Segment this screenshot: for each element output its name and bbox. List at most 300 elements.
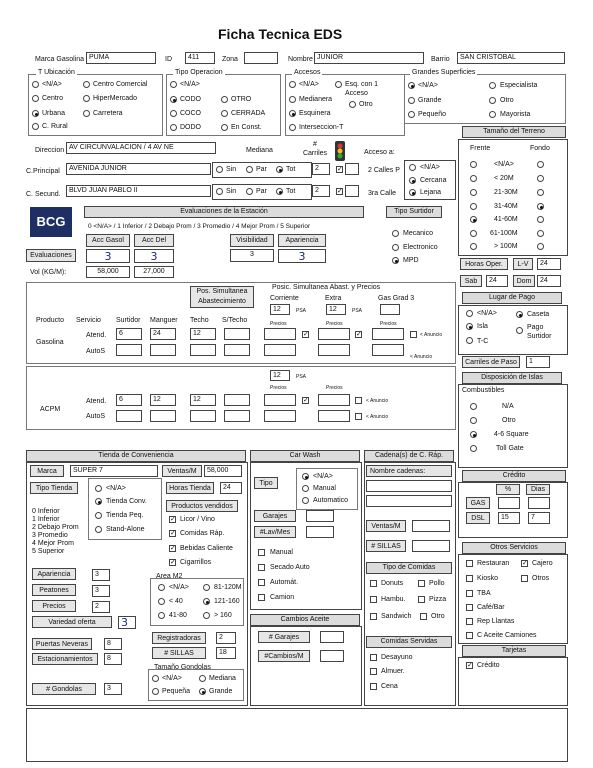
gas-grad-price-field[interactable] xyxy=(372,328,404,340)
acpm-anuncio-check[interactable]: ✓ xyxy=(303,397,309,404)
accesos-interseccion-label: Interseccion-T xyxy=(299,124,344,131)
cadena-ventas-button[interactable]: Ventas/M xyxy=(366,520,406,532)
tipo-op-codo-label: CODO xyxy=(180,96,201,103)
llantas-check[interactable] xyxy=(466,618,473,625)
tienda-standalone-radio[interactable] xyxy=(95,526,102,533)
gas-autos-stecho-field[interactable] xyxy=(224,344,250,356)
gas-corr-price-field[interactable] xyxy=(264,328,296,340)
gs-grande-radio[interactable] xyxy=(408,97,415,104)
dom-button[interactable]: Dom xyxy=(513,275,535,287)
gas-surtidor-field[interactable]: 6 xyxy=(116,328,142,340)
car-wash-tipo-button[interactable]: Tipo xyxy=(254,477,278,489)
pago-na-label: <N/A> xyxy=(477,310,497,317)
fondo-100-radio[interactable] xyxy=(537,230,544,237)
productos-vendidos-button[interactable]: Productos vendidos xyxy=(166,500,238,512)
credito-card-check[interactable]: ✓ xyxy=(467,662,473,669)
direccion-label: Direccion xyxy=(35,147,65,154)
acceso-na-radio[interactable] xyxy=(409,164,416,171)
frente-100-radio[interactable] xyxy=(470,230,477,237)
tamano-terreno-panel xyxy=(458,139,568,256)
tipo-op-otro-radio[interactable] xyxy=(221,96,228,103)
credito-dias-button[interactable]: Dias xyxy=(526,484,550,495)
gs-mayorista-radio[interactable] xyxy=(489,111,496,118)
disposicion-panel xyxy=(458,384,568,468)
frente-30-radio[interactable] xyxy=(470,189,477,196)
cafe-check[interactable] xyxy=(466,604,473,611)
area-40-radio[interactable] xyxy=(158,598,165,605)
garajes-button[interactable]: Garajes xyxy=(254,510,296,522)
traffic-light-icon xyxy=(333,140,347,164)
licor-label: Licor / Vino xyxy=(180,516,215,523)
gond-pequena-radio[interactable] xyxy=(152,688,159,695)
accesos-medianera-radio[interactable] xyxy=(289,96,296,103)
islas-tollgate-label: Toll Gate xyxy=(496,445,524,452)
area-81-radio[interactable] xyxy=(203,584,210,591)
gas-corr-anuncio-check[interactable]: ✓ xyxy=(303,331,309,338)
tienda-scale-4: 4 Mejor Prom xyxy=(32,540,75,547)
peatones-button[interactable]: Peatones xyxy=(32,584,76,596)
cadena-nombre-1-field[interactable] xyxy=(366,480,452,492)
acceso-cercana-radio[interactable] xyxy=(409,177,416,184)
calle-principal-field[interactable]: AVENIDA JUNIOR xyxy=(66,163,211,175)
mediana-label: Mediana xyxy=(246,147,273,154)
lv-field[interactable]: 24 xyxy=(537,258,561,270)
tienda-marca-button[interactable]: Marca xyxy=(30,465,64,477)
credito-dsl-button[interactable]: DSL xyxy=(466,512,490,524)
gas-extra-price-field[interactable] xyxy=(318,328,350,340)
otros-label: Otros xyxy=(532,575,550,582)
acpm-autos-manguer-field[interactable] xyxy=(150,410,176,422)
cena-check[interactable] xyxy=(370,683,377,690)
ubicacion-rural-radio[interactable] xyxy=(32,123,39,130)
tienda-conv-label: Tienda Conv. xyxy=(106,498,147,505)
area-label: Area M2 xyxy=(156,573,183,580)
pollo-check[interactable] xyxy=(418,580,425,587)
cadena-sillas-button[interactable]: # SILLAS xyxy=(366,540,406,552)
cp-2calles-check[interactable]: ✓ xyxy=(337,166,343,173)
carriles-paso-field[interactable]: 1 xyxy=(526,356,550,368)
registradoras-field[interactable]: 2 xyxy=(216,632,236,644)
precios-label-3: Precios xyxy=(380,321,397,327)
gondolas-field[interactable]: 3 xyxy=(104,683,122,695)
apariencia-tienda-field[interactable]: 3 xyxy=(92,569,110,581)
cambios-garajes-button[interactable]: # Garajes xyxy=(258,631,310,643)
extra-psa-note: PSA xyxy=(352,308,363,314)
ubicacion-hiper-radio[interactable] xyxy=(83,95,90,102)
acpm-autos-price2-field[interactable] xyxy=(318,410,350,422)
secado-check[interactable] xyxy=(258,564,265,571)
islas-na-radio[interactable] xyxy=(470,403,477,410)
cp-carriles-field[interactable]: 2 xyxy=(312,163,330,175)
pago-surtidor-radio[interactable] xyxy=(516,327,523,334)
ubicacion-urbana-radio[interactable] xyxy=(32,110,39,117)
tienda-scale-5: 5 Superior xyxy=(32,548,65,555)
ubicacion-na-radio[interactable] xyxy=(32,81,39,88)
gas-autos-corr-field[interactable] xyxy=(264,344,296,356)
tienda-sillas-button[interactable]: # SILLAS xyxy=(152,647,206,659)
id-label: ID xyxy=(165,56,172,63)
peatones-field[interactable]: 3 xyxy=(92,585,110,597)
fondo-40-radio[interactable] xyxy=(537,203,544,210)
comida-otro-check[interactable] xyxy=(420,613,427,620)
carriles-paso-button[interactable]: Carriles de Paso xyxy=(462,356,520,368)
pago-isla-radio[interactable] xyxy=(466,323,473,330)
garajes-field[interactable] xyxy=(306,510,334,522)
comidas-check[interactable]: ✓ xyxy=(170,530,176,537)
marca-label: Marca Gasolina xyxy=(35,56,85,63)
credito-dsl-dias-field[interactable]: 7 xyxy=(528,512,550,524)
terreno-60-label: 41-60M xyxy=(494,216,518,223)
pago-na-radio[interactable] xyxy=(466,310,473,317)
disposicion-header: Disposición de Islas xyxy=(462,372,562,384)
credito-gas-pct-field[interactable] xyxy=(498,497,520,509)
col-producto: Producto xyxy=(36,317,65,324)
page-title: Ficha Tecnica EDS xyxy=(218,26,343,42)
area-41-radio[interactable] xyxy=(158,612,165,619)
notes-area[interactable] xyxy=(26,708,568,762)
surtidor-mecanico-radio[interactable] xyxy=(392,230,399,237)
cs-3ra-check[interactable]: ✓ xyxy=(337,188,343,195)
tienda-scale-1: 1 Inferior xyxy=(32,516,60,523)
gas-autos-techo-field[interactable] xyxy=(190,344,216,356)
sab-button[interactable]: Sab xyxy=(460,275,482,287)
cp-tot-label: Tot xyxy=(286,166,296,173)
col-servicio: Servicio xyxy=(76,317,101,324)
area-160-label: > 160 xyxy=(214,612,232,619)
cs-sin-radio[interactable] xyxy=(216,188,223,195)
ubicacion-title: T Ubicación xyxy=(38,69,75,76)
acpm-stecho-field[interactable] xyxy=(224,394,250,406)
tipo-tienda-button[interactable]: Tipo Tienda xyxy=(30,482,78,494)
cs-tot-radio[interactable] xyxy=(276,188,283,195)
frente-40-radio[interactable] xyxy=(470,203,477,210)
acceso-cercana-label: Cercana xyxy=(420,177,447,184)
gas-grad-anuncio-check[interactable] xyxy=(410,331,417,338)
tienda-conv-radio[interactable] xyxy=(95,498,102,505)
tipo-op-na-radio[interactable] xyxy=(170,81,177,88)
vol-del-field[interactable]: 27,000 xyxy=(134,266,174,278)
terreno-100-label: 61-100M xyxy=(490,230,518,237)
tipo-op-codo-radio[interactable] xyxy=(170,96,177,103)
accesos-otro-label: Otro xyxy=(359,101,373,108)
eval-apar-field[interactable]: 3 xyxy=(278,249,326,263)
horas-tienda-button[interactable]: Horas Tienda xyxy=(166,482,214,494)
pago-tc-radio[interactable] xyxy=(466,337,473,344)
gondolas-tamano-label: Tamaño Gondolas xyxy=(154,664,211,671)
aceite-camiones-check[interactable] xyxy=(466,632,473,639)
acpm-label: ACPM xyxy=(40,406,61,413)
variedad-button[interactable]: Variedad oferta xyxy=(32,616,112,628)
pizza-check[interactable] xyxy=(418,596,425,603)
gas-autos-grad-field[interactable] xyxy=(372,344,404,356)
islas-square-radio[interactable] xyxy=(470,431,477,438)
bebidas-check[interactable]: ✓ xyxy=(170,545,176,552)
acpm-anuncio2-check[interactable] xyxy=(355,397,362,404)
cigarrillos-check[interactable]: ✓ xyxy=(170,559,176,566)
evaluaciones-button[interactable]: Evaluaciones xyxy=(26,249,76,262)
id-field[interactable]: 411 xyxy=(185,52,215,64)
gond-na-label: <N/A> xyxy=(162,675,182,682)
camion-check[interactable] xyxy=(258,594,265,601)
acpm-price-field[interactable] xyxy=(264,394,296,406)
gasgrad-pos-field[interactable] xyxy=(380,304,400,315)
acpm-autos-price-field[interactable] xyxy=(264,410,296,422)
tienda-na-radio[interactable] xyxy=(95,485,102,492)
gs-otro-radio[interactable] xyxy=(489,97,496,104)
tienda-peq-radio[interactable] xyxy=(95,512,102,519)
sandwich-check[interactable] xyxy=(370,613,377,620)
gond-grande-label: Grande xyxy=(209,688,233,695)
col-surtidor: Surtidor xyxy=(116,317,141,324)
gond-grande-radio[interactable] xyxy=(199,688,206,695)
ubicacion-cc-radio[interactable] xyxy=(83,81,90,88)
gs-na-label: <N/A> xyxy=(418,82,438,89)
cambios-garajes-field[interactable] xyxy=(320,631,344,643)
ubicacion-carretera-radio[interactable] xyxy=(83,110,90,117)
cambios-mes-field[interactable] xyxy=(320,650,344,662)
frente-60-radio[interactable] xyxy=(470,216,477,223)
lv-button[interactable]: L-V xyxy=(513,258,533,270)
extra-pos-field[interactable]: 12 xyxy=(326,304,346,315)
tipo-op-cerrada-label: CERRADA xyxy=(231,110,266,117)
acpm-price2-field[interactable] xyxy=(318,394,350,406)
pos-simultanea-button[interactable]: Pos. Simultanea Abastecimiento xyxy=(190,286,254,308)
corriente-pos-field[interactable]: 12 xyxy=(270,304,290,315)
ubicacion-centro-radio[interactable] xyxy=(32,95,39,102)
marca-field[interactable]: PUMA xyxy=(86,52,156,64)
frente-20-radio[interactable] xyxy=(470,175,477,182)
tarjetas-panel xyxy=(458,657,568,706)
fondo-na-radio[interactable] xyxy=(537,161,544,168)
apariencia-tienda-button[interactable]: Apariencia xyxy=(32,568,76,580)
evaluaciones-header: Evaluaciones de la Estación xyxy=(84,206,364,218)
licor-check[interactable]: ✓ xyxy=(170,516,176,523)
restauran-check[interactable] xyxy=(466,560,473,567)
gas-autos-extra-field[interactable] xyxy=(318,344,350,356)
otros-check[interactable] xyxy=(521,575,528,582)
lav-mes-field[interactable] xyxy=(306,526,334,538)
surtidor-electronico-radio[interactable] xyxy=(392,244,399,251)
gas-autos-anuncio-label: < Anuncio xyxy=(410,354,433,360)
cs-carriles-field[interactable]: 2 xyxy=(312,185,330,197)
llantas-label: Rep Llantas xyxy=(477,618,515,625)
wash-auto-radio[interactable] xyxy=(302,497,309,504)
wash-na-radio[interactable] xyxy=(302,473,309,480)
accesos-esquinera-radio[interactable] xyxy=(289,110,296,117)
islas-otro-radio[interactable] xyxy=(470,417,477,424)
calle-secundaria-field[interactable]: BLVD JUAN PABLO II xyxy=(66,185,211,197)
accesos-interseccion-radio[interactable] xyxy=(289,124,296,131)
acpm-autos-stecho-field[interactable] xyxy=(224,410,250,422)
almuerzo-check[interactable] xyxy=(370,668,377,675)
gas-autos-manguer-field[interactable] xyxy=(150,344,176,356)
horas-oper-button[interactable]: Horas Oper. xyxy=(460,258,508,270)
gondolas-button[interactable]: # Gondolas xyxy=(32,683,96,695)
tipo-op-cerrada-radio[interactable] xyxy=(221,110,228,117)
barrio-field[interactable]: SAN CRISTOBAL xyxy=(457,52,565,64)
area-121-label: 121-160 xyxy=(214,598,240,605)
tipo-op-na-label: <N/A> xyxy=(180,81,200,88)
nombre-field[interactable]: JUNIOR xyxy=(314,52,424,64)
ventas-button[interactable]: Ventas/M xyxy=(162,465,202,477)
gs-especialista-label: Especialista xyxy=(500,82,538,89)
acpm-techo-field[interactable]: 12 xyxy=(190,394,216,406)
cajero-label: Cajero xyxy=(532,560,553,567)
extra-label: Extra xyxy=(325,295,342,302)
fondo-60-radio[interactable] xyxy=(537,216,544,223)
islas-tollgate-radio[interactable] xyxy=(470,445,477,452)
cs-sin-label: Sin xyxy=(226,188,237,195)
pago-caseta-radio[interactable] xyxy=(516,311,523,318)
pago-isla-label: Isla xyxy=(477,323,488,330)
apariencia-button[interactable]: Apariencia xyxy=(278,234,326,247)
desayuno-check[interactable] xyxy=(370,654,377,661)
wash-manual-radio[interactable] xyxy=(302,485,309,492)
acpm-surtidor-field[interactable]: 6 xyxy=(116,394,142,406)
corriente-label: Corriente xyxy=(270,295,299,302)
gas-extra-anuncio-check[interactable]: ✓ xyxy=(356,331,362,338)
credito-pct-button[interactable]: % xyxy=(496,484,520,495)
visibilidad-button[interactable]: Visibilidad xyxy=(230,234,274,247)
comidas-servidas-header: Comidas Servidas xyxy=(366,636,452,648)
tipo-op-const-radio[interactable] xyxy=(221,124,228,131)
tipo-op-const-label: En Const. xyxy=(231,124,262,131)
gas-anuncio-label: < Anuncio xyxy=(420,332,443,338)
kiosko-check[interactable] xyxy=(466,575,473,582)
acc-del-button[interactable]: Acc Del xyxy=(134,234,174,247)
registradoras-button[interactable]: Registradoras xyxy=(152,632,206,644)
ubicacion-cc-label: Centro Comercial xyxy=(93,81,148,88)
vol-label: Vol (KG/M): xyxy=(30,269,67,276)
precios-field[interactable]: 2 xyxy=(92,601,110,613)
nombre-cadenas-button[interactable]: Nombre cadenas: xyxy=(366,465,452,477)
hambu-check[interactable] xyxy=(370,596,377,603)
estacionamientos-button[interactable]: Estacionamientos xyxy=(32,653,98,665)
sab-field[interactable]: 24 xyxy=(486,275,508,287)
precios-button[interactable]: Precios xyxy=(32,600,76,612)
accesos-esq-radio[interactable] xyxy=(335,81,342,88)
accesos-title: Accesos xyxy=(294,69,321,76)
cadena-nombre-2-field[interactable] xyxy=(366,495,452,507)
wash-manual-check[interactable] xyxy=(258,549,265,556)
car-wash-header: Car Wash xyxy=(250,450,360,462)
cs-3ra-label: 3ra Calle xyxy=(368,190,397,197)
area-121-radio[interactable] xyxy=(203,598,210,605)
puertas-neveras-button[interactable]: Puertas Neveras xyxy=(32,638,92,650)
ventas-field[interactable]: 58,000 xyxy=(204,465,242,477)
carriles-label: # Carriles xyxy=(302,141,328,157)
acpm-pos-field[interactable]: 12 xyxy=(270,370,290,381)
gas-autos-surtidor-field[interactable] xyxy=(116,344,142,356)
area-160-radio[interactable] xyxy=(203,612,210,619)
acpm-autos-surtidor-field[interactable] xyxy=(116,410,142,422)
accesos-otro-radio[interactable] xyxy=(349,101,356,108)
acpm-autos-anuncio-check[interactable] xyxy=(355,413,362,420)
cajero-check[interactable]: ✓ xyxy=(522,560,528,567)
acpm-autos-techo-field[interactable] xyxy=(190,410,216,422)
tipo-op-coco-radio[interactable] xyxy=(170,110,177,117)
donuts-check[interactable] xyxy=(370,580,377,587)
fondo-gt100-radio[interactable] xyxy=(537,243,544,250)
pago-caseta-label: Caseta xyxy=(527,311,550,318)
eval-gasol-field[interactable]: 3 xyxy=(86,249,130,263)
puertas-neveras-field[interactable]: 8 xyxy=(104,638,122,650)
gs-na-radio[interactable] xyxy=(408,82,415,89)
estacionamientos-field[interactable]: 8 xyxy=(104,653,122,665)
terreno-40-label: 31-40M xyxy=(494,203,518,210)
tienda-sillas-field[interactable]: 18 xyxy=(216,647,236,659)
frente-na-radio[interactable] xyxy=(470,161,477,168)
credito-gas-button[interactable]: GAS xyxy=(466,497,490,509)
fondo-30-radio[interactable] xyxy=(537,189,544,196)
cp-tot-radio[interactable] xyxy=(276,166,283,173)
gond-mediana-radio[interactable] xyxy=(199,675,206,682)
cp-sin-radio[interactable] xyxy=(216,166,223,173)
variedad-field[interactable]: 3 xyxy=(118,616,136,629)
calle-secundaria-label: C. Secund. xyxy=(26,191,61,198)
nombre-label: Nombre xyxy=(288,56,313,63)
dom-field[interactable]: 24 xyxy=(537,275,561,287)
surtidor-mpd-radio[interactable] xyxy=(392,257,399,264)
gs-otro-label: Otro xyxy=(500,97,514,104)
zona-field[interactable] xyxy=(244,52,278,64)
cp-2calles-label: 2 Calles P xyxy=(368,167,400,174)
kiosko-label: Kiosko xyxy=(477,575,499,582)
tba-check[interactable] xyxy=(466,590,473,597)
acpm-anuncio-label: < Anuncio xyxy=(366,398,389,404)
donuts-label: Donuts xyxy=(381,580,404,587)
pago-surtidor-label: Pago Surtidor xyxy=(527,324,552,340)
secado-label: Secado Auto xyxy=(270,564,310,571)
cs-3ra-box xyxy=(345,185,359,197)
islas-na-label: N/A xyxy=(502,403,514,410)
gas-stecho-field[interactable] xyxy=(224,328,250,340)
frente-gt100-radio[interactable] xyxy=(470,243,477,250)
cadena-sillas-field[interactable] xyxy=(412,540,450,552)
horas-tienda-field[interactable]: 24 xyxy=(220,482,242,494)
gs-especialista-radio[interactable] xyxy=(489,82,496,89)
credito-gas-dias-field[interactable] xyxy=(528,497,550,509)
tienda-marca-field[interactable]: SUPER 7 xyxy=(70,465,158,477)
lav-mes-button[interactable]: #Lav/Mes xyxy=(254,526,296,538)
gond-pequena-label: Pequeña xyxy=(162,688,191,695)
pollo-label: Pollo xyxy=(429,580,445,587)
wash-manual-check-label: Manual xyxy=(270,549,293,556)
cp-par-radio[interactable] xyxy=(246,166,253,173)
gas-techo-field[interactable]: 12 xyxy=(190,328,216,340)
gond-na-radio[interactable] xyxy=(152,675,159,682)
area-na-radio[interactable] xyxy=(158,584,165,591)
direccion-field[interactable]: AV CIRCUNVALACION / 4 AV NE xyxy=(66,142,216,154)
cambios-mes-button[interactable]: #Cambios/M xyxy=(258,650,310,662)
credito-dsl-pct-field[interactable]: 15 xyxy=(498,512,520,524)
automat-check[interactable] xyxy=(258,579,265,586)
vol-gasol-field[interactable]: 58,000 xyxy=(86,266,130,278)
cadena-ventas-field[interactable] xyxy=(412,520,450,532)
eval-vis-field[interactable]: 3 xyxy=(230,249,274,262)
gas-manguer-field[interactable]: 24 xyxy=(150,328,176,340)
acceso-lejana-radio[interactable] xyxy=(409,189,416,196)
accesos-na-radio[interactable] xyxy=(289,81,296,88)
acpm-manguer-field[interactable]: 12 xyxy=(150,394,176,406)
eval-del-field[interactable]: 3 xyxy=(134,249,174,263)
cs-par-radio[interactable] xyxy=(246,188,253,195)
gond-mediana-label: Mediana xyxy=(209,675,236,682)
acc-gasol-button[interactable]: Acc Gasol xyxy=(86,234,130,247)
gs-pequeno-radio[interactable] xyxy=(408,111,415,118)
fondo-20-radio[interactable] xyxy=(537,175,544,182)
tipo-op-dodo-radio[interactable] xyxy=(170,124,177,131)
